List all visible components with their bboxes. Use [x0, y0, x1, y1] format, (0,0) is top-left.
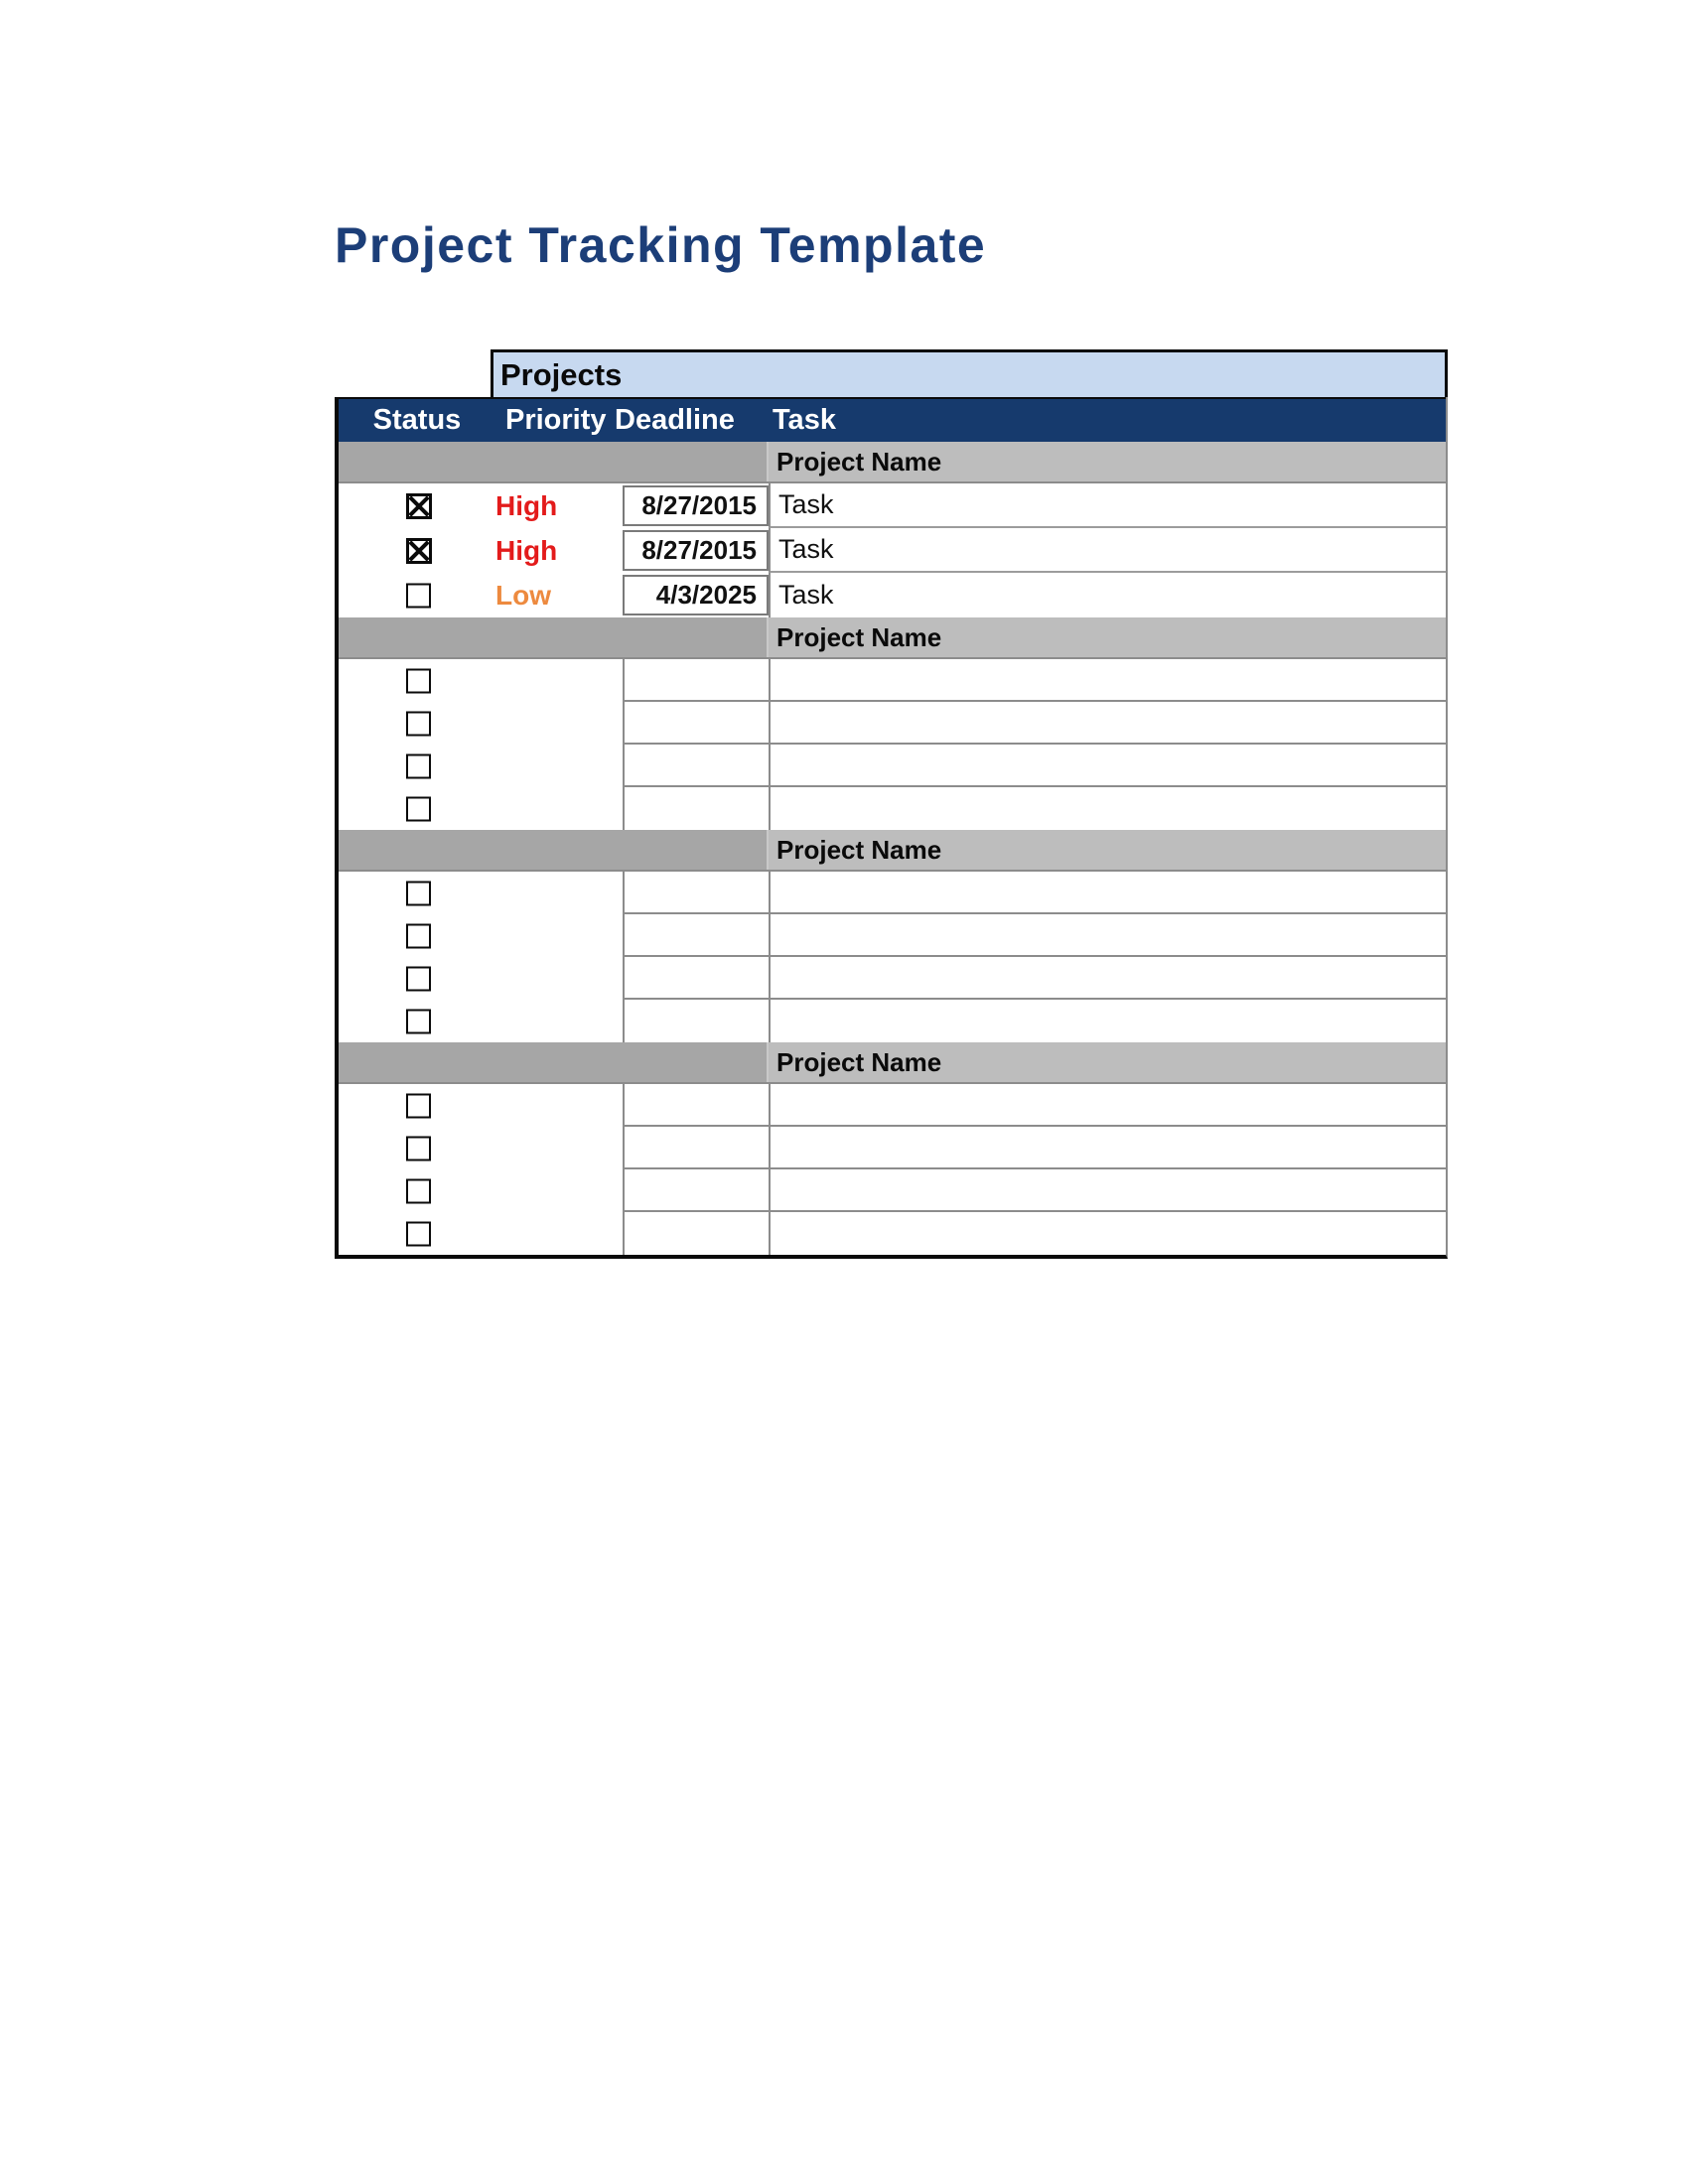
task-row [339, 914, 1446, 957]
status-checkbox[interactable] [406, 753, 431, 778]
status-priority-cell [339, 702, 623, 745]
project-name-cell[interactable]: Project Name [769, 830, 1446, 870]
deadline-cell[interactable]: 8/27/2015 [623, 485, 769, 526]
status-checkbox[interactable] [406, 711, 431, 736]
task-cell[interactable]: Task [769, 483, 1446, 528]
status-priority-cell [339, 957, 623, 1000]
deadline-cell[interactable] [623, 1212, 769, 1255]
task-cell[interactable] [769, 1127, 1446, 1169]
task-row [339, 1169, 1446, 1212]
status-priority-cell [339, 1212, 623, 1255]
status-priority-cell [339, 1127, 623, 1169]
deadline-cell[interactable] [623, 1084, 769, 1127]
status-checkbox[interactable] [406, 1178, 431, 1203]
section-header-spacer [339, 617, 769, 657]
status-checkbox[interactable] [406, 966, 431, 991]
status-priority-cell [339, 745, 623, 787]
section-rows [339, 659, 1446, 830]
deadline-cell[interactable] [623, 1000, 769, 1042]
column-header-status: Status [372, 404, 462, 436]
status-checkbox[interactable] [406, 796, 431, 821]
task-cell[interactable] [769, 787, 1446, 830]
status-priority-cell [339, 1084, 623, 1127]
section-rows [339, 483, 1446, 617]
task-row [339, 528, 1446, 573]
task-cell[interactable] [769, 1212, 1446, 1255]
status-checkbox[interactable] [406, 923, 431, 948]
column-header-priority: Priority [505, 404, 607, 436]
task-cell[interactable] [769, 1084, 1446, 1127]
status-priority-cell [339, 1000, 623, 1042]
status-checkbox[interactable] [406, 881, 431, 905]
project-table [335, 349, 1448, 1259]
task-row [339, 745, 1446, 787]
task-cell[interactable] [769, 1169, 1446, 1212]
deadline-cell[interactable] [623, 1127, 769, 1169]
task-cell[interactable] [769, 745, 1446, 787]
priority-value[interactable]: High [495, 489, 558, 521]
status-priority-cell [339, 483, 623, 528]
task-cell[interactable] [769, 914, 1446, 957]
task-cell[interactable]: Task [769, 573, 1446, 617]
section-header-spacer [339, 830, 769, 870]
task-row [339, 1000, 1446, 1042]
task-cell[interactable] [769, 957, 1446, 1000]
task-cell[interactable]: Task [769, 528, 1446, 573]
task-cell[interactable] [769, 702, 1446, 745]
deadline-cell[interactable] [623, 787, 769, 830]
project-table-body [335, 397, 1448, 1259]
task-row [339, 872, 1446, 914]
task-row [339, 483, 1446, 528]
column-header-row [339, 397, 1446, 442]
status-priority-cell [339, 659, 623, 702]
section-rows [339, 872, 1446, 1042]
priority-value[interactable]: Low [495, 579, 551, 611]
page-title: Project Tracking Template [335, 217, 987, 273]
section-header-row [339, 1042, 1446, 1084]
task-row [339, 1127, 1446, 1169]
task-row [339, 702, 1446, 745]
task-row [339, 957, 1446, 1000]
deadline-cell[interactable] [623, 1169, 769, 1212]
section-header-row [339, 830, 1446, 872]
task-cell[interactable] [769, 659, 1446, 702]
status-checkbox[interactable] [406, 668, 431, 693]
status-priority-cell [339, 1169, 623, 1212]
column-header-task: Task [773, 404, 836, 436]
section-header-spacer [339, 1042, 769, 1082]
section-header-row [339, 617, 1446, 659]
deadline-cell[interactable] [623, 659, 769, 702]
task-row [339, 1084, 1446, 1127]
task-row [339, 787, 1446, 830]
status-priority-cell [339, 914, 623, 957]
status-checkbox[interactable] [406, 1221, 431, 1246]
status-checkbox[interactable] [406, 1136, 431, 1160]
section-header-spacer [339, 442, 769, 481]
status-checkbox[interactable] [406, 493, 432, 519]
deadline-cell[interactable] [623, 702, 769, 745]
status-checkbox[interactable] [406, 538, 432, 564]
deadline-cell[interactable] [623, 745, 769, 787]
status-priority-cell [339, 528, 623, 573]
task-row [339, 1212, 1446, 1255]
deadline-cell[interactable] [623, 914, 769, 957]
status-priority-cell [339, 872, 623, 914]
projects-header-cell [491, 349, 1448, 397]
section-rows [339, 1084, 1446, 1255]
status-priority-cell [339, 573, 623, 617]
deadline-cell[interactable]: 4/3/2025 [623, 575, 769, 615]
column-header-deadline: Deadline [615, 404, 735, 436]
status-checkbox[interactable] [406, 1009, 431, 1033]
task-row [339, 659, 1446, 702]
project-name-cell[interactable]: Project Name [769, 442, 1446, 481]
deadline-cell[interactable] [623, 957, 769, 1000]
project-name-cell[interactable]: Project Name [769, 617, 1446, 657]
status-checkbox[interactable] [406, 1093, 431, 1118]
deadline-cell[interactable] [623, 872, 769, 914]
priority-value[interactable]: High [495, 534, 558, 566]
deadline-cell[interactable]: 8/27/2015 [623, 530, 769, 571]
status-priority-cell [339, 787, 623, 830]
task-cell[interactable] [769, 872, 1446, 914]
section-header-row [339, 442, 1446, 483]
task-row [339, 573, 1446, 617]
projects-header-label: Projects [500, 356, 623, 392]
task-cell[interactable] [769, 1000, 1446, 1042]
project-name-cell[interactable]: Project Name [769, 1042, 1446, 1082]
status-checkbox[interactable] [406, 583, 431, 608]
